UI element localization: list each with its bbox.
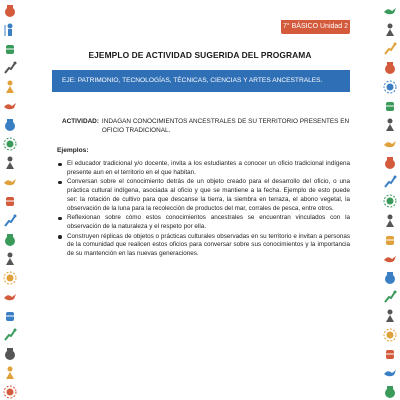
axis-banner: EJE: PATRIMONIO, TECNOLOGÍAS, TÉCNICAS, CIENCIAS Y ARTES ANCESTRALES. — [52, 70, 350, 92]
activity-label: ACTIVIDAD: — [62, 118, 99, 125]
lizard-icon — [383, 290, 397, 304]
bird-icon — [383, 252, 397, 266]
sun-icon — [383, 194, 397, 208]
lizard-icon — [383, 42, 397, 56]
list-item-text: Conversan sobre el conocimiento detrás de un objeto creado para el desarrollo del oficio, o una práctica cultural indígena, asociada al oficio y que se mantiene a la fecha. Ejemplo de esto puede ser: la rotación de cultivo para que descanse la tierra, la siembra en terraza, el abono vegetal, la observación de la luna para la recolección de productos del mar, corrales de pesca, entre otros. — [67, 178, 350, 212]
bullet-icon — [58, 235, 62, 239]
bullet-icon — [58, 163, 62, 167]
list-item-text: El educador tradicional y/o docente, invita a los estudiantes a conocer un oficio tradicional indígena presente aun en el territorio en el que habitan. — [67, 160, 350, 176]
pot-icon — [3, 347, 17, 361]
pot-icon — [383, 156, 397, 170]
pot-icon — [383, 385, 397, 399]
figure-icon — [383, 23, 397, 37]
bullet-icon — [58, 217, 62, 221]
figure-icon — [383, 118, 397, 132]
sun-icon — [383, 80, 397, 94]
drum-icon — [3, 194, 17, 208]
figure-icon — [383, 214, 397, 228]
figure-icon — [3, 252, 17, 266]
unit-badge: 7° BÁSICO Unidad 2 — [281, 20, 350, 34]
pot-icon — [383, 271, 397, 285]
bird-icon — [3, 290, 17, 304]
drum-icon — [383, 347, 397, 361]
bullet-icon — [58, 181, 62, 185]
figure-icon — [383, 309, 397, 323]
sun-icon — [3, 385, 17, 399]
list-item — [57, 160, 350, 177]
pot-icon — [3, 233, 17, 247]
lizard-icon — [3, 214, 17, 228]
examples-list — [57, 160, 350, 260]
left-decorative-strip — [0, 0, 20, 400]
right-decorative-strip — [380, 0, 400, 400]
list-item-text: Reflexionan sobre cómo estos conocimientos ancestrales se encuentran vinculados con la observación de la naturaleza y el respeto por ella. — [67, 214, 350, 230]
figure-icon — [3, 366, 17, 380]
pot-icon — [3, 118, 17, 132]
figure-icon — [3, 156, 17, 170]
bird-icon — [383, 4, 397, 18]
bird-icon — [383, 137, 397, 151]
list-item — [57, 233, 350, 259]
pot-icon — [383, 61, 397, 75]
activity-text: INDAGAN CONOCIMIENTOS ANCESTRALES DE SU TERRITORIO PRESENTES EN OFICIO TRADICIONAL. — [101, 118, 350, 134]
drum-icon — [383, 233, 397, 247]
drum-icon — [383, 99, 397, 113]
drum-icon — [3, 309, 17, 323]
sun-icon — [3, 137, 17, 151]
warrior-icon — [3, 23, 17, 37]
bird-icon — [383, 366, 397, 380]
sun-icon — [3, 271, 17, 285]
examples-heading: Ejemplos: — [57, 147, 89, 154]
lizard-icon — [383, 175, 397, 189]
lizard-icon — [3, 61, 17, 75]
list-item — [57, 178, 350, 213]
figure-icon — [3, 80, 17, 94]
page-title: EJEMPLO DE ACTIVIDAD SUGERIDA DEL PROGRAMA — [88, 50, 312, 60]
bird-icon — [3, 175, 17, 189]
list-item — [57, 214, 350, 231]
sun-icon — [383, 328, 397, 342]
bird-icon — [3, 99, 17, 113]
pot-icon — [3, 4, 17, 18]
lizard-icon — [3, 328, 17, 342]
list-item-text: Construyen réplicas de objetos o prácticas culturales observadas en su territorio e invitan a personas de la comunidad que realicen estos oficios para conversar sobre sus conocimientos y la importancia de su mantención en las nuevas generaciones. — [67, 232, 350, 258]
drum-icon — [3, 42, 17, 56]
activity-block — [62, 117, 352, 135]
